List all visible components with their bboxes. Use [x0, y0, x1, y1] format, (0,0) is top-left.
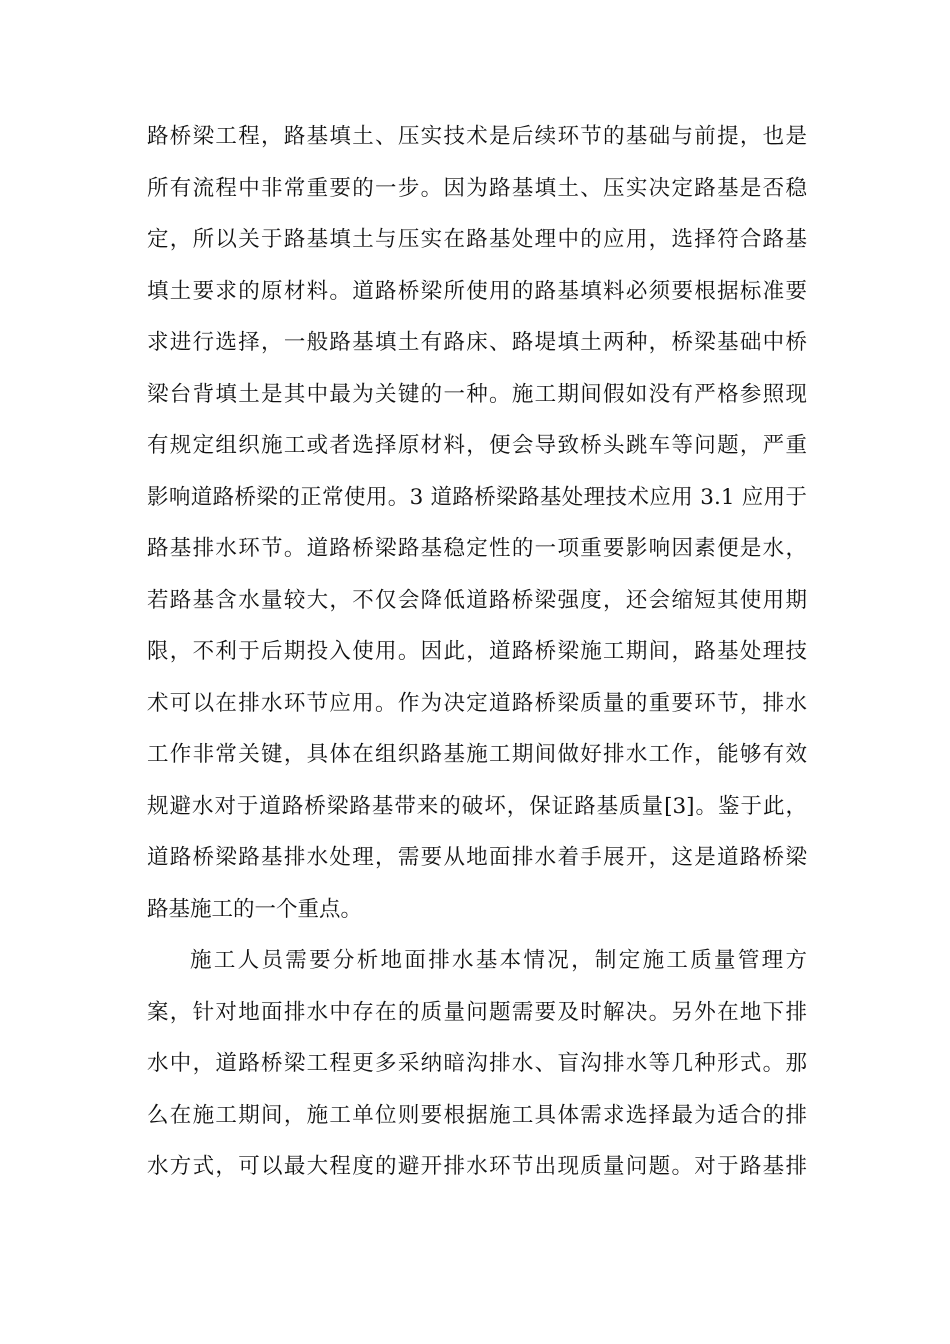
paragraph-2-line: 施工人员需要分析地面排水基本情况，制定施工质量管理方 [190, 948, 807, 973]
paragraph-1-line: 限，不利于后期投入使用。因此，道路桥梁施工期间，路基处理技 [147, 639, 807, 664]
paragraph-1-line: 填土要求的原材料。道路桥梁所使用的路基填料必须要根据标准要 [147, 278, 807, 304]
paragraph-1-line: 定，所以关于路基填土与压实在路基处理中的应用，选择符合路基 [147, 227, 807, 252]
paragraph-1-line: 术可以在排水环节应用。作为决定道路桥梁质量的重要环节，排水 [147, 690, 807, 716]
paragraph-1-line: 若路基含水量较大，不仅会降低道路桥梁强度，还会缩短其使用期 [147, 587, 807, 613]
paragraph-2-line: 水中，道路桥梁工程更多采纳暗沟排水、盲沟排水等几种形式。那 [147, 1051, 807, 1076]
paragraph-1-line: 影响道路桥梁的正常使用。3 道路桥梁路基处理技术应用 3.1 应用于 [147, 484, 807, 510]
paragraph-1-line: 所有流程中非常重要的一步。因为路基填土、压实决定路基是否稳 [147, 175, 807, 201]
paragraph-1-line: 有规定组织施工或者选择原材料，便会导致桥头跳车等问题，严重 [147, 433, 807, 458]
paragraph-1 [147, 114, 807, 938]
paragraph-1-line: 路桥梁工程，路基填土、压实技术是后续环节的基础与前提，也是 [147, 124, 807, 149]
paragraph-1-line: 道路桥梁路基排水处理，需要从地面排水着手展开，这是道路桥梁 [147, 845, 807, 870]
paragraph-1-line: 工作非常关键，具体在组织路基施工期间做好排水工作，能够有效 [147, 742, 807, 767]
paragraph-2-line: 案，针对地面排水中存在的质量问题需要及时解决。另外在地下排 [147, 999, 807, 1025]
paragraph-1-line: 梁台背填土是其中最为关键的一种。施工期间假如没有严格参照现 [147, 381, 807, 407]
paragraph-1-line: 求进行选择，一般路基填土有路床、路堤填土两种，桥梁基础中桥 [147, 330, 807, 355]
document-body [147, 114, 807, 1196]
paragraph-1-line: 规避水对于道路桥梁路基带来的破坏，保证路基质量[3]。鉴于此， [147, 793, 807, 819]
paragraph-1-line: 路基施工的一个重点。 [147, 896, 363, 922]
paragraph-1-line: 路基排水环节。道路桥梁路基稳定性的一项重要影响因素便是水， [147, 536, 807, 561]
paragraph-2-line: 水方式，可以最大程度的避开排水环节出现质量问题。对于路基排 [147, 1154, 807, 1179]
paragraph-2 [147, 938, 807, 1196]
paragraph-2-line: 么在施工期间，施工单位则要根据施工具体需求选择最为适合的排 [147, 1102, 807, 1128]
